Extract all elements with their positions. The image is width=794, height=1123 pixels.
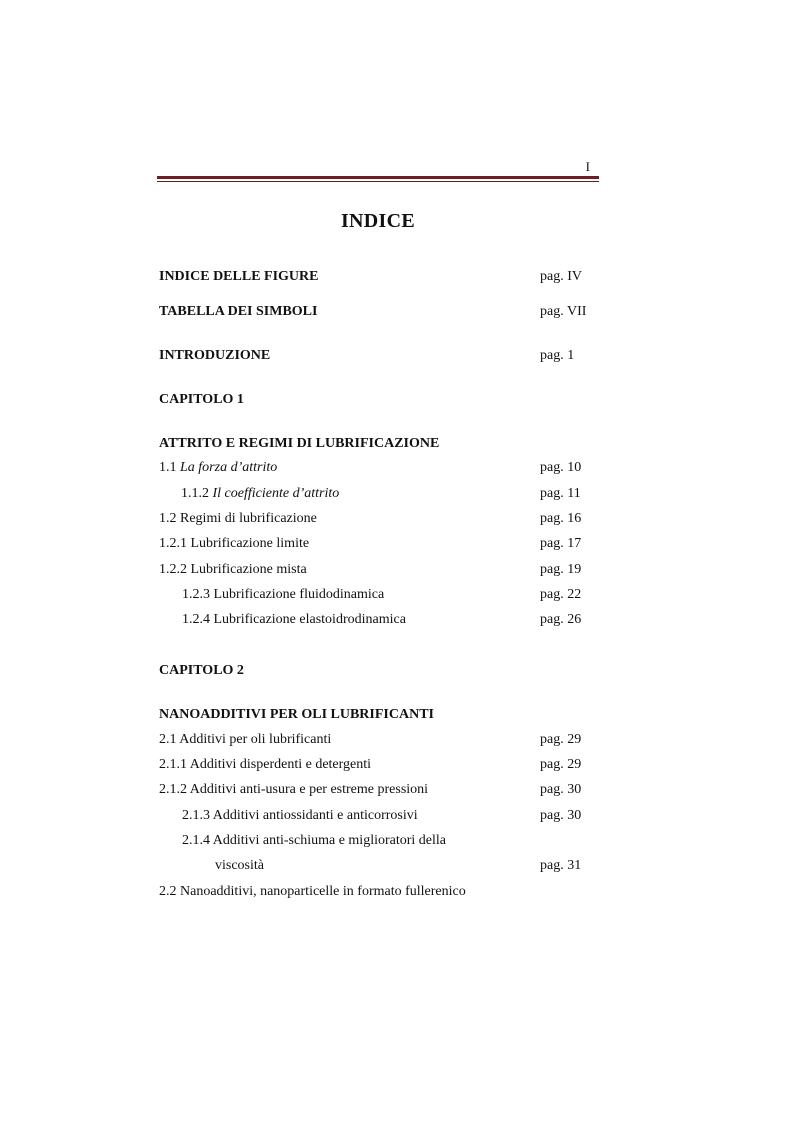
toc-entry-label: 1.2.4 Lubrificazione elastoidrodinamica xyxy=(182,612,406,627)
toc-entry-page: pag. 30 xyxy=(540,808,582,823)
toc-entry-page: pag. 1 xyxy=(540,348,575,363)
toc-entry-page: pag. VII xyxy=(540,304,587,319)
toc-entry-label: NANOADDITIVI PER OLI LUBRIFICANTI xyxy=(159,707,434,722)
toc-entry xyxy=(159,755,599,775)
toc-entry-label: 1.2.1 Lubrificazione limite xyxy=(159,536,310,551)
toc-entry-label: 2.1.2 Additivi anti-usura e per estreme pressioni xyxy=(159,782,429,797)
toc-entry-label: 1.2 Regimi di lubrificazione xyxy=(159,511,317,526)
toc-entry-page: pag. 29 xyxy=(540,732,582,747)
toc-entry-continuation xyxy=(159,856,599,876)
toc-entry xyxy=(159,458,599,478)
toc-entry-label: INTRODUZIONE xyxy=(159,348,271,363)
toc-entry xyxy=(159,534,599,554)
toc-entry xyxy=(159,730,599,750)
toc-entry-page: pag. 16 xyxy=(540,511,582,526)
header-rule-thick xyxy=(157,176,599,179)
toc-entry-page: pag. 29 xyxy=(540,757,582,772)
toc-entry-label: 1.2.3 Lubrificazione fluidodinamica xyxy=(182,587,385,602)
toc-entry xyxy=(159,484,599,504)
toc-chapter-title xyxy=(159,705,599,725)
toc-entry xyxy=(159,882,599,902)
toc-entry-label: TABELLA DEI SIMBOLI xyxy=(159,304,318,319)
toc-chapter-heading xyxy=(159,661,599,681)
toc-entry-number: 1.1.2 xyxy=(181,486,209,501)
toc-entry-label: CAPITOLO 2 xyxy=(159,663,244,678)
toc-entry-page: pag. 17 xyxy=(540,536,582,551)
toc-entry-indice-figure xyxy=(159,267,599,287)
toc-entry xyxy=(159,831,599,851)
toc-entry-page: pag. IV xyxy=(540,269,582,284)
toc-entry-label: 1.2.2 Lubrificazione mista xyxy=(159,562,307,577)
toc-entry-page: pag. 31 xyxy=(540,858,582,873)
toc-entry-label: 2.1.4 Additivi anti-schiuma e miglioratori della xyxy=(182,833,447,848)
toc-entry-label: CAPITOLO 1 xyxy=(159,392,244,407)
toc-entry-page: pag. 10 xyxy=(540,460,582,475)
toc-entry-label: 2.1.1 Additivi disperdenti e detergenti xyxy=(159,757,372,772)
page-title: INDICE xyxy=(340,210,416,232)
toc-entry-introduzione xyxy=(159,346,599,366)
toc-entry xyxy=(159,585,599,605)
toc-entry xyxy=(159,610,599,630)
toc-entry-label xyxy=(159,458,277,478)
toc-entry-page: pag. 22 xyxy=(540,587,582,602)
toc-chapter-title xyxy=(159,434,599,454)
header-rule-thin xyxy=(157,181,599,182)
toc-entry-title: La forza d’attrito xyxy=(180,460,278,475)
toc-entry-label: 2.1 Additivi per oli lubrificanti xyxy=(159,732,332,747)
toc-entry-number: 1.1 xyxy=(159,460,177,475)
toc-entry-label: 2.1.3 Additivi antiossidanti e anticorrosivi xyxy=(182,808,418,823)
toc-entry-page: pag. 26 xyxy=(540,612,582,627)
toc-entry xyxy=(159,780,599,800)
toc-chapter-heading xyxy=(159,390,599,410)
toc-entry-tabella-simboli xyxy=(159,302,599,322)
toc-entry-page: pag. 11 xyxy=(540,486,581,501)
toc-entry xyxy=(159,560,599,580)
toc-entry-label xyxy=(181,484,339,504)
toc-entry xyxy=(159,806,599,826)
toc-entry-page: pag. 19 xyxy=(540,562,582,577)
toc-entry-label: INDICE DELLE FIGURE xyxy=(159,269,319,284)
toc-entry xyxy=(159,509,599,529)
toc-entry-title: Il coefficiente d’attrito xyxy=(212,486,340,501)
toc-entry-label: ATTRITO E REGIMI DI LUBRIFICAZIONE xyxy=(159,436,440,451)
toc-entry-label: 2.2 Nanoadditivi, nanoparticelle in formato fullerenico xyxy=(159,884,466,899)
toc-entry-label: viscosità xyxy=(215,858,264,873)
toc-entry-page: pag. 30 xyxy=(540,782,582,797)
page-number: I xyxy=(585,159,590,174)
